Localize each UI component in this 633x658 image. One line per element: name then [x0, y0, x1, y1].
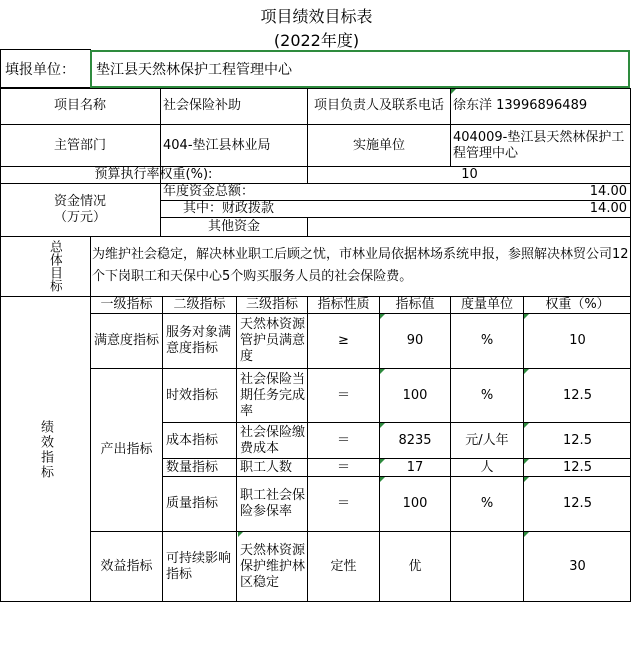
row1-nature: ＝	[336, 387, 350, 403]
cell-marker	[524, 423, 529, 428]
row3-unit: 人	[480, 459, 494, 475]
contact-label: 项目负责人及联系电话	[313, 98, 444, 113]
level1-satisfaction: 满意度指标	[94, 333, 160, 348]
budget-weight-label: 预算执行率权重(%):	[94, 167, 213, 182]
impl-value: 404009-垫江县天然林保护工程管理中心	[453, 129, 625, 161]
impl-label: 实施单位	[352, 137, 405, 153]
row5-unit	[451, 532, 523, 602]
row2-unit: 元/人年	[465, 432, 509, 448]
row0-nature: ≥	[338, 333, 349, 348]
level1-output: 产出指标	[100, 442, 153, 457]
row3-l3: 职工人数	[240, 459, 293, 475]
project-name-label: 项目名称	[53, 98, 106, 113]
reporting-unit-label: 填报单位：	[0, 49, 91, 88]
funds-label: 资金情况 （万元）	[53, 194, 106, 225]
cell-marker	[451, 89, 456, 94]
row4-weight: 12.5	[563, 496, 592, 511]
header-unit: 度量单位	[460, 297, 513, 312]
row4-l2: 质量指标	[166, 496, 219, 511]
cell-marker	[524, 459, 529, 464]
row5-value: 优	[408, 559, 422, 574]
row2-l3: 社会保险缴费成本	[240, 424, 306, 456]
row2-weight: 12.5	[563, 432, 592, 448]
row4-unit: %	[480, 496, 494, 511]
funds-total-label: 年度资金总额：	[163, 184, 255, 199]
row0-weight: 10	[569, 333, 586, 348]
row4-nature: ＝	[336, 496, 350, 511]
cell-marker	[380, 459, 385, 464]
row5-nature: 定性	[330, 559, 357, 574]
funds-total-value: 14.00	[589, 184, 627, 199]
dept-label: 主管部门	[53, 137, 106, 153]
project-name-value: 社会保险补助	[163, 98, 242, 113]
cell-marker	[380, 477, 385, 482]
row1-l2: 时效指标	[166, 387, 219, 403]
cell-marker	[524, 314, 529, 319]
cell-marker	[524, 477, 529, 482]
row2-value: 8235	[398, 432, 432, 448]
row3-value: 17	[406, 459, 424, 475]
contact-value: 徐东洋 13996896489	[453, 98, 588, 113]
reporting-unit-value: 垫江县天然林保护工程管理中心	[96, 62, 292, 78]
row1-weight: 12.5	[563, 387, 592, 403]
overall-goal-label: 总体目标	[47, 240, 62, 292]
row3-weight: 12.5	[563, 459, 592, 475]
page-title: 项目绩效目标表	[260, 7, 373, 26]
indicators-section-label	[0, 297, 90, 602]
cell-marker	[524, 369, 529, 374]
dept-value: 404-垫江县林业局	[163, 137, 271, 153]
overall-goal-text: 为维护社会稳定，解决林业职工后顾之忧，市林业局依据林场系统申报，参照解决林贸公司12个下岗职工和天保中心5个购买服务人员的社会保险费。	[92, 247, 629, 284]
row0-value: 90	[406, 333, 424, 348]
row4-value: 100	[402, 496, 428, 511]
row2-l2: 成本指标	[166, 432, 219, 448]
cell-marker	[380, 314, 385, 319]
header-nature: 指标性质	[317, 297, 370, 312]
header-level3: 三级指标	[245, 297, 298, 312]
cell-marker	[524, 532, 529, 537]
row0-unit: %	[480, 333, 494, 348]
row1-unit: %	[480, 387, 494, 403]
row4-l3: 职工社会保险参保率	[240, 488, 306, 519]
page-year: (2022年度)	[273, 31, 360, 50]
row3-nature: ＝	[336, 459, 350, 475]
row5-weight: 30	[569, 559, 586, 574]
row0-l2: 服务对象满意度指标	[166, 325, 232, 356]
row0-l3: 天然林资源管护员满意度	[240, 317, 306, 364]
row3-l2: 数量指标	[166, 459, 219, 475]
header-level1: 一级指标	[100, 297, 153, 312]
header-weight: 权重（%）	[545, 297, 610, 312]
row5-l3: 天然林资源保护维护林区稳定	[240, 543, 306, 590]
funds-other-value	[308, 218, 631, 236]
budget-weight-value: 10	[461, 167, 478, 182]
header-value: 指标值	[395, 297, 435, 312]
row1-value: 100	[402, 387, 428, 403]
cell-marker	[380, 369, 385, 374]
header-level2: 二级指标	[173, 297, 226, 312]
indicators-section-text: 绩效指标	[38, 419, 53, 480]
funds-other-label: 其他资金	[207, 219, 260, 234]
row2-nature: ＝	[336, 432, 350, 448]
level1-benefit: 效益指标	[100, 559, 153, 574]
row1-l3: 社会保险当期任务完成率	[240, 371, 306, 419]
row5-l2: 可持续影响指标	[166, 551, 232, 582]
reporting-unit-cell[interactable]	[90, 50, 630, 88]
funds-fiscal-value: 14.00	[589, 201, 627, 216]
cell-marker	[380, 423, 385, 428]
cell-marker	[238, 532, 243, 537]
funds-fiscal-label: 其中：财政拨款	[183, 201, 275, 216]
